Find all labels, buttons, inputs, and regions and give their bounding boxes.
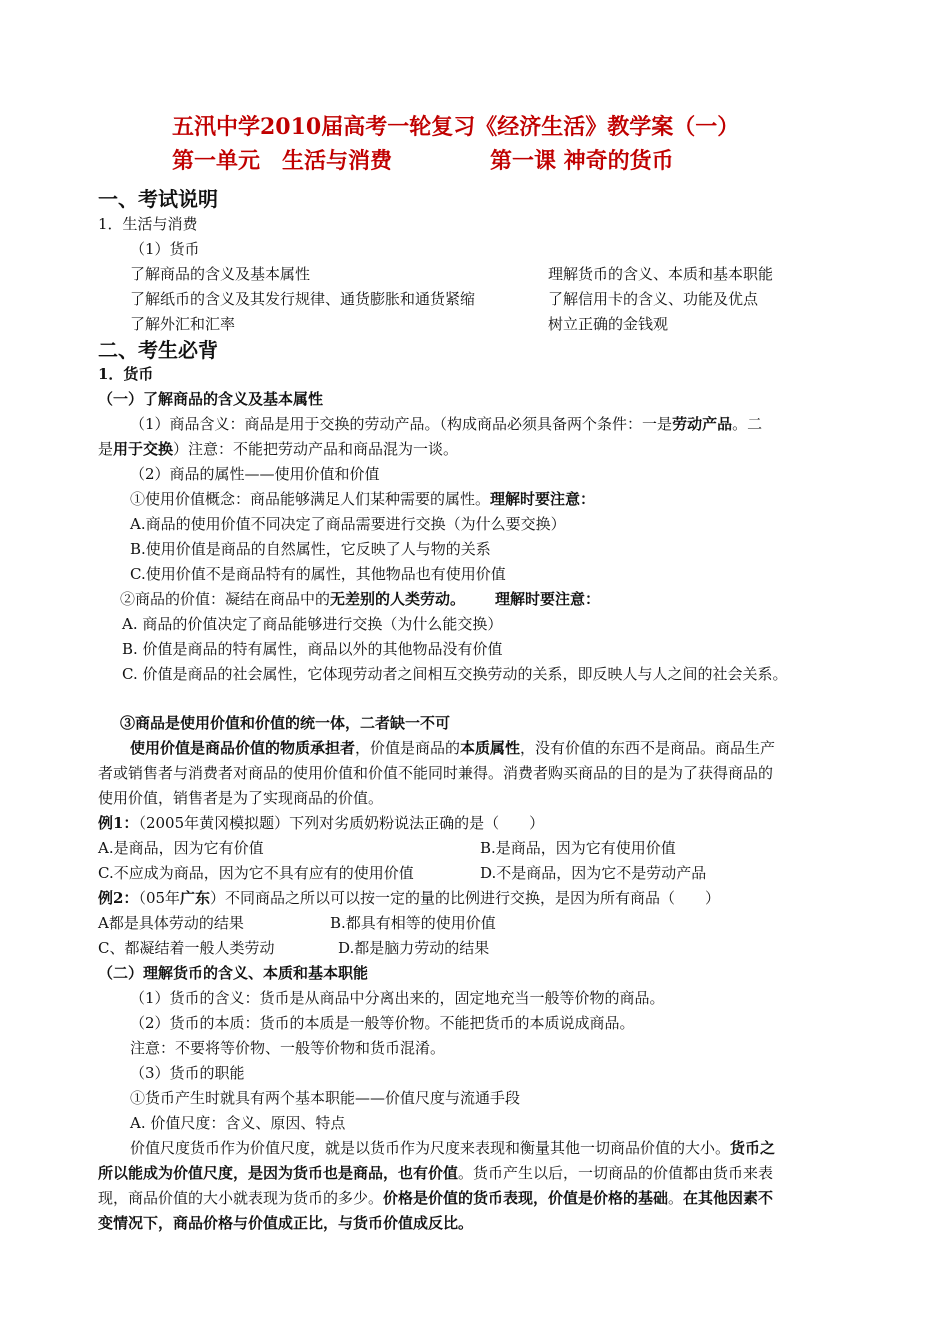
paragraph-line: ②商品的价值：凝结在商品中的无差别的人类劳动。 理解时要注意：: [120, 590, 601, 608]
example-option: A都是具体劳动的结果: [98, 914, 244, 932]
section-heading-must-know: 二、考生必背: [98, 338, 218, 362]
paragraph-line: 是用于交换）注意：不能把劳动产品和商品混为一谈。: [98, 440, 459, 458]
example-option: D.不是商品，因为它不是劳动产品: [480, 864, 707, 882]
doc-title: 五汛中学2010届高考一轮复习《经济生活》教学案（一）: [172, 114, 740, 140]
requirement-item: 了解商品的含义及基本属性: [130, 265, 311, 283]
lesson-title: 第一课 神奇的货币: [490, 148, 674, 174]
paragraph-line: A. 价值尺度：含义、原因、特点: [130, 1114, 346, 1132]
paragraph-line: C. 价值是商品的社会属性，它体现劳动者之间相互交换劳动的关系，即反映人与人之间的社会关系。: [122, 665, 788, 683]
paragraph-line: 所以能成为价值尺度，是因为货币也是商品，也有价值。货币产生以后，一切商品的价值都由货币来表: [98, 1164, 774, 1182]
requirement-item: 了解信用卡的含义、功能及优点: [548, 290, 759, 308]
paragraph-line: （2）货币的本质：货币的本质是一般等价物。不能把货币的本质说成商品。: [130, 1014, 635, 1032]
paragraph-line: ③商品是使用价值和价值的统一体，二者缺一不可: [120, 714, 451, 732]
paragraph-line: A. 商品的价值决定了商品能够进行交换（为什么能交换）: [122, 615, 503, 633]
paragraph-line: （1）货币的含义：货币是从商品中分离出来的，固定地充当一般等价物的商品。: [130, 989, 665, 1007]
paragraph-line: （3）货币的职能: [130, 1064, 245, 1082]
example-option: D.都是脑力劳动的结果: [338, 939, 490, 957]
requirement-item: 树立正确的金钱观: [548, 315, 669, 333]
paragraph-line: B. 价值是商品的特有属性，商品以外的其他物品没有价值: [122, 640, 503, 658]
example-option: B.都具有相等的使用价值: [330, 914, 496, 932]
paragraph-line: （2）商品的属性——使用价值和价值: [130, 465, 380, 483]
subheading-money: 1．货币: [98, 365, 154, 383]
paragraph-line: A.商品的使用价值不同决定了商品需要进行交换（为什么要交换）: [130, 515, 566, 533]
requirement-item: 了解外汇和汇率: [130, 315, 236, 333]
paragraph-line: （1）商品含义：商品是用于交换的劳动产品。（构成商品必须具备两个条件：一是劳动产品。二: [130, 415, 763, 433]
paragraph-line: 使用价值是商品价值的物质承担者，价值是商品的本质属性，没有价值的东西不是商品。商品生产: [130, 739, 776, 757]
paragraph-line: ①使用价值概念：商品能够满足人们某种需要的属性。理解时要注意：: [130, 490, 596, 508]
unit-title: 第一单元 生活与消费: [172, 148, 393, 174]
paragraph-line: ①货币产生时就具有两个基本职能——价值尺度与流通手段: [130, 1089, 521, 1107]
section-heading-exam: 一、考试说明: [98, 187, 218, 211]
paragraph-line: 价值尺度货币作为价值尺度，就是以货币作为尺度来表现和衡量其他一切商品价值的大小。货币之: [130, 1139, 776, 1157]
subheading-currency: （1）货币: [130, 240, 200, 258]
example-question: 例2：（05年广东）不同商品之所以可以按一定的量的比例进行交换，是因为所有商品（ ）: [98, 889, 721, 907]
part-heading-commodity: （一）了解商品的含义及基本属性: [98, 390, 324, 408]
example-option: A.是商品，因为它有价值: [98, 839, 264, 857]
paragraph-line: C.使用价值不是商品特有的属性，其他物品也有使用价值: [130, 565, 506, 583]
paragraph-line: 使用价值，销售者是为了实现商品的价值。: [98, 789, 384, 807]
requirement-item: 理解货币的含义、本质和基本职能: [548, 265, 774, 283]
example-question: 例1：（2005年黄冈模拟题）下列对劣质奶粉说法正确的是（ ）: [98, 814, 545, 832]
example-option: C.不应成为商品，因为它不具有应有的使用价值: [98, 864, 414, 882]
paragraph-line: B.使用价值是商品的自然属性，它反映了人与物的关系: [130, 540, 491, 558]
subheading-life-consumption: 1．生活与消费: [98, 215, 198, 233]
part-heading-money: （二）理解货币的含义、本质和基本职能: [98, 964, 369, 982]
example-option: C、都凝结着一般人类劳动: [98, 939, 275, 957]
paragraph-line: 变情况下，商品价格与价值成正比，与货币价值成反比。: [98, 1214, 474, 1232]
paragraph-line: 者或销售者与消费者对商品的使用价值和价值不能同时兼得。消费者购买商品的目的是为了获得商品的: [98, 764, 774, 782]
requirement-item: 了解纸币的含义及其发行规律、通货膨胀和通货紧缩: [130, 290, 476, 308]
paragraph-line: 现，商品价值的大小就表现为货币的多少。价格是价值的货币表现，价值是价格的基础。在其他因素不: [98, 1189, 774, 1207]
paragraph-line: 注意：不要将等价物、一般等价物和货币混淆。: [130, 1039, 446, 1057]
example-option: B.是商品，因为它有使用价值: [480, 839, 676, 857]
